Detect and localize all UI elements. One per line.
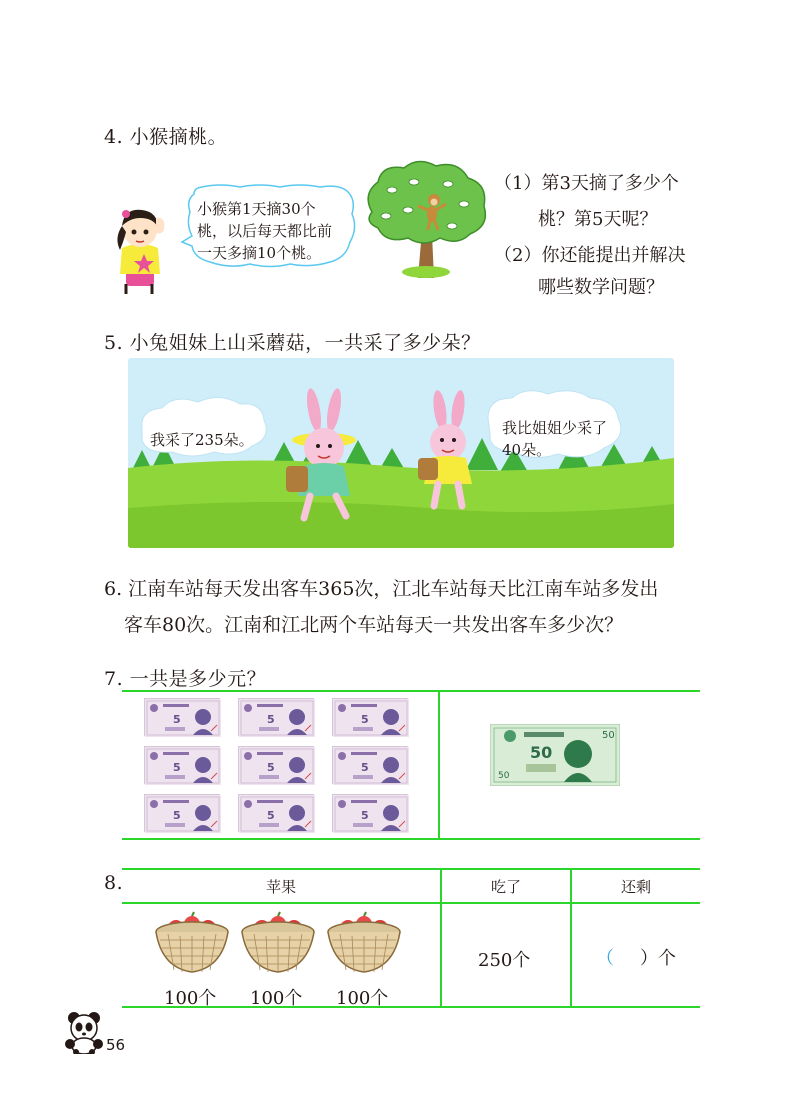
peach-tree-with-monkey: [362, 160, 492, 280]
five-yuan-note-icon: [238, 794, 314, 832]
basket-label-1: 100个: [164, 988, 217, 1009]
eaten-value: 250个: [478, 950, 531, 971]
svg-text:5: 5: [361, 713, 369, 726]
header-apples: 苹果: [265, 878, 296, 896]
svg-text:5: 5: [267, 713, 275, 726]
basket-label-3: 100个: [336, 988, 389, 1009]
q8-header-rule: [122, 902, 700, 904]
paren-close: ）个: [640, 948, 676, 969]
five-yuan-note-icon: [144, 746, 220, 784]
five-yuan-note-icon: [332, 746, 408, 784]
five-yuan-note-icon: [144, 794, 220, 832]
fifty-yuan-note-icon: [490, 724, 620, 786]
q7-title: 7. 一共是多少元？: [104, 668, 267, 690]
rabbit-sisters-scene: [128, 358, 674, 548]
svg-text:50: 50: [498, 771, 510, 781]
q4-sub2-line2: 哪些数学问题？: [538, 277, 664, 298]
five-yuan-note-icon: [332, 698, 408, 736]
speech-text: [197, 198, 357, 264]
q7-top-rule: [122, 690, 700, 692]
bubble-right-line1: 我比姐姐少采了: [502, 419, 608, 437]
speech-line-3: 一天多摘10个桃。: [197, 244, 322, 262]
header-eaten: 吃了: [490, 878, 521, 896]
svg-text:50: 50: [530, 743, 553, 762]
speech-line-2: 桃，以后每天都比前: [197, 222, 333, 240]
q8-top-rule: [122, 868, 700, 870]
svg-text:50: 50: [602, 730, 615, 741]
q4-title: 4. 小猴摘桃。: [104, 126, 228, 148]
svg-text:5: 5: [173, 713, 181, 726]
svg-text:5: 5: [173, 761, 181, 774]
five-yuan-note-icon: [238, 698, 314, 736]
q4-sub1-line2: 桃？第5天呢？: [538, 209, 658, 230]
bubble-right-line2: 40朵。: [502, 441, 552, 459]
page-number: 56: [106, 1036, 126, 1054]
five-yuan-note-icon: [238, 746, 314, 784]
speech-line-1: 小猴第1天摘30个: [197, 200, 316, 218]
thinking-girl-illustration: [104, 196, 176, 296]
basket-label-2: 100个: [250, 988, 303, 1009]
svg-text:5: 5: [267, 809, 275, 822]
paren-open: （: [596, 948, 614, 969]
svg-text:5: 5: [173, 809, 181, 822]
apple-basket-icon: [154, 910, 230, 974]
q4-sub2-line1: （2）你还能提出并解决: [494, 245, 686, 266]
q4-sub1-line1: （1）第3天摘了多少个: [494, 173, 679, 194]
five-yuan-note-icon: [332, 794, 408, 832]
header-remaining: 还剩: [620, 878, 651, 896]
q6-line1: 6. 江南车站每天发出客车365次，江北车站每天比江南车站多发出: [104, 578, 659, 600]
panda-icon: [64, 1010, 104, 1054]
bubble-left-text: 我采了235朵。: [150, 431, 254, 449]
q6-line2: 客车80次。江南和江北两个车站每天一共发出客车多少次？: [124, 614, 624, 636]
q5-title: 5. 小兔姐妹上山采蘑菇，一共采了多少朵？: [104, 332, 481, 354]
q8-number: 8.: [104, 872, 124, 894]
remaining-answer-field[interactable]: [596, 944, 676, 970]
svg-text:5: 5: [361, 809, 369, 822]
apple-basket-icon: [326, 910, 402, 974]
apple-basket-icon: [240, 910, 316, 974]
svg-text:5: 5: [267, 761, 275, 774]
q7-bottom-rule: [122, 838, 700, 840]
five-yuan-note-icon: [144, 698, 220, 736]
q7-column-divider: [438, 690, 440, 840]
svg-text:5: 5: [361, 761, 369, 774]
